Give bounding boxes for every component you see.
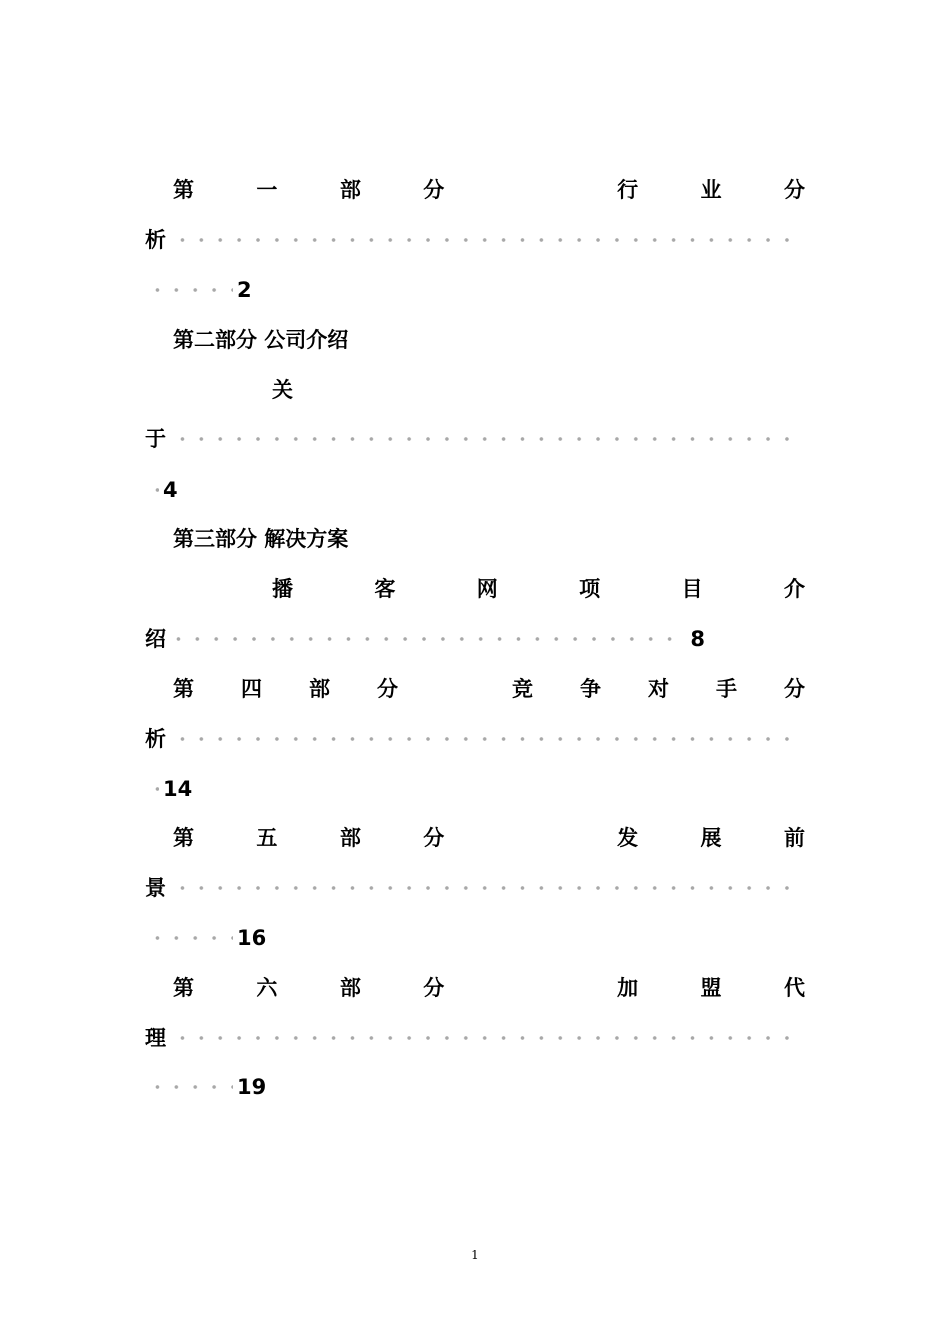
- heading-char: 五: [256, 826, 278, 850]
- dot-leader: [145, 921, 233, 955]
- heading-char: 盟: [700, 976, 722, 1000]
- heading-char: 手: [716, 677, 737, 701]
- toc-page-line: [145, 473, 805, 507]
- toc-page-number[interactable]: 16: [237, 926, 267, 950]
- heading-char: 分: [423, 178, 445, 202]
- heading-gap: [507, 173, 555, 207]
- toc-page-number[interactable]: 8: [690, 627, 705, 651]
- toc-heading-part-2[interactable]: 第二部分 公司介绍: [173, 328, 349, 352]
- toc-continuation-text: 绍: [145, 627, 166, 651]
- heading-char: 六: [256, 976, 278, 1000]
- subheading-char: 网: [476, 577, 498, 601]
- dot-leader: [145, 772, 159, 806]
- heading-char: 第: [173, 178, 194, 202]
- toc-subheading[interactable]: [272, 572, 805, 606]
- heading-char: 部: [339, 976, 361, 1000]
- toc-leader-line: [145, 223, 805, 257]
- heading-gap: [445, 672, 465, 706]
- toc-page-line: [145, 273, 805, 307]
- toc-page-number[interactable]: 14: [163, 777, 193, 801]
- heading-gap: [507, 971, 555, 1005]
- heading-char: 部: [309, 677, 330, 701]
- toc-continuation-text: 析: [145, 228, 166, 252]
- toc-heading-part-6[interactable]: [173, 971, 805, 1005]
- subheading-char: 目: [681, 577, 703, 601]
- heading-char: 分: [784, 677, 805, 701]
- heading-char: 第: [173, 677, 194, 701]
- page-number-footer: 1: [471, 1248, 479, 1262]
- dot-leader: [145, 1070, 233, 1104]
- heading-char: 部: [339, 178, 361, 202]
- heading-char: 前: [783, 826, 805, 850]
- toc-page-line: [145, 772, 805, 806]
- heading-char: 分: [377, 677, 398, 701]
- heading-char: 第: [173, 976, 194, 1000]
- subheading-char: 介: [783, 577, 805, 601]
- toc-page-number[interactable]: 4: [163, 478, 178, 502]
- subheading-char: 客: [374, 577, 396, 601]
- subheading-char: 播: [272, 577, 293, 601]
- dot-leader: [145, 273, 233, 307]
- heading-char: 争: [580, 677, 601, 701]
- heading-char: 代: [783, 976, 805, 1000]
- dot-leader: [166, 622, 686, 656]
- dot-leader: [170, 422, 801, 456]
- heading-char: 第: [173, 826, 194, 850]
- heading-char: 分: [783, 178, 805, 202]
- toc-page-line: [145, 1070, 805, 1104]
- toc-leader-line: [145, 722, 805, 756]
- subheading-char: 项: [579, 577, 601, 601]
- heading-char: 加: [617, 976, 639, 1000]
- dot-leader: [170, 871, 801, 905]
- heading-char: 分: [423, 826, 445, 850]
- toc-continuation-text: 于: [145, 427, 166, 451]
- heading-char: 部: [339, 826, 361, 850]
- heading-gap: [507, 821, 555, 855]
- toc-heading-part-3[interactable]: 第三部分 解决方案: [173, 527, 349, 551]
- toc-continuation-text: 析: [145, 727, 166, 751]
- toc-leader-line: [145, 1021, 805, 1055]
- toc-page-number[interactable]: 19: [237, 1075, 267, 1099]
- heading-char: 业: [700, 178, 722, 202]
- dot-leader: [170, 1021, 801, 1055]
- toc-heading-part-1[interactable]: [173, 173, 805, 207]
- heading-char: 一: [256, 178, 278, 202]
- dot-leader: [170, 722, 801, 756]
- heading-char: 发: [617, 826, 639, 850]
- toc-page-number[interactable]: 2: [237, 278, 252, 302]
- toc-leader-line: [145, 422, 805, 456]
- toc-heading-part-5[interactable]: [173, 821, 805, 855]
- toc-leader-line: [145, 622, 705, 656]
- toc-continuation-text: 理: [145, 1026, 166, 1050]
- dot-leader: [170, 223, 801, 257]
- heading-char: 分: [423, 976, 445, 1000]
- toc-leader-line: [145, 871, 805, 905]
- toc-subheading[interactable]: 关: [272, 378, 293, 402]
- heading-char: 对: [648, 677, 669, 701]
- toc-page-line: [145, 921, 805, 955]
- dot-leader: [145, 473, 159, 507]
- heading-char: 四: [241, 677, 262, 701]
- toc-continuation-text: 景: [145, 876, 166, 900]
- toc-heading-part-4[interactable]: [173, 672, 805, 706]
- heading-char: 展: [700, 826, 722, 850]
- heading-char: 竞: [512, 677, 533, 701]
- heading-char: 行: [617, 178, 639, 202]
